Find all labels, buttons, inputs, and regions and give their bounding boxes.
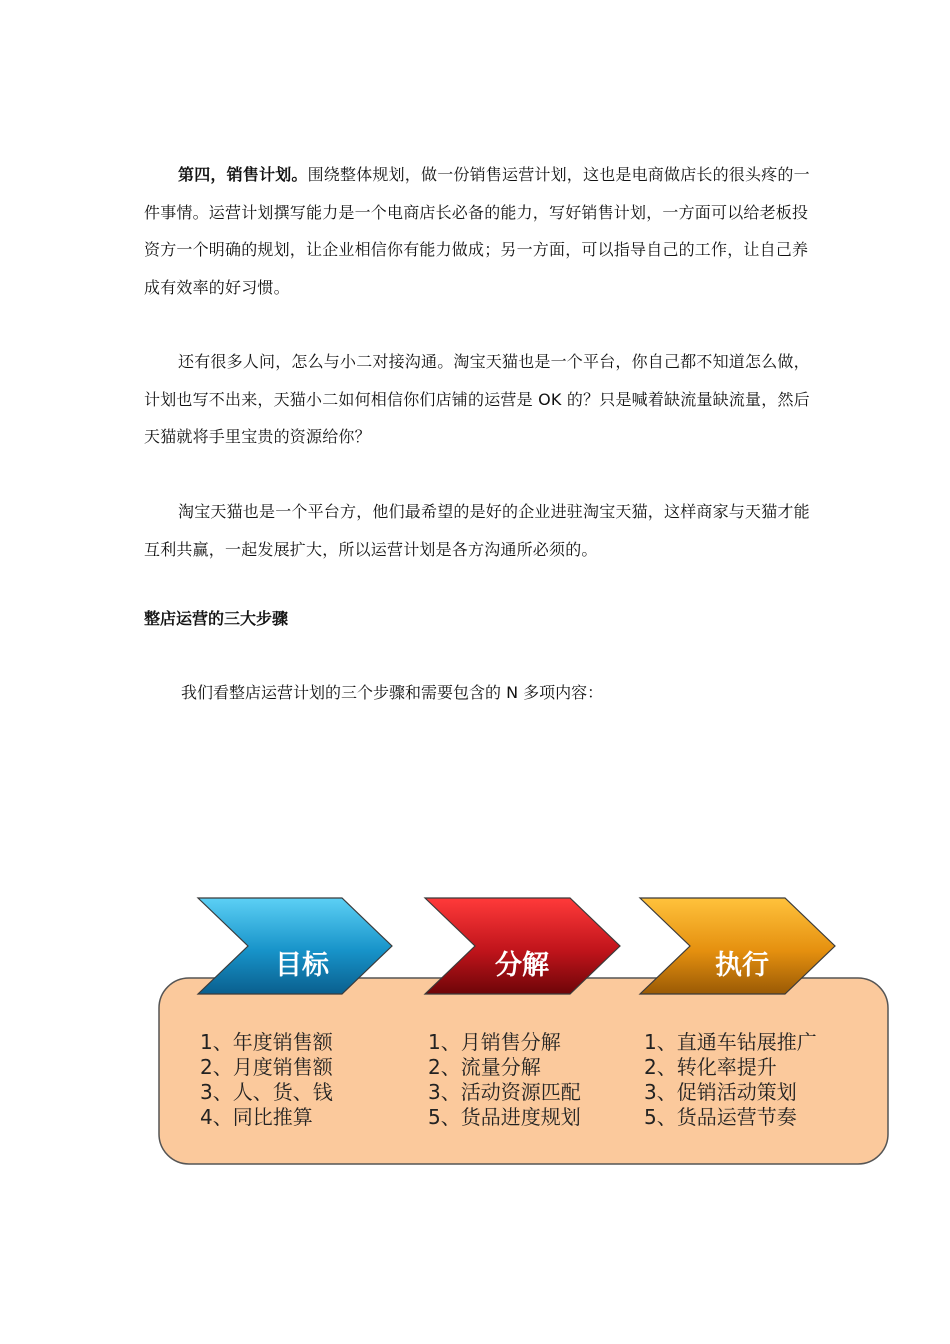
- list-item: 1、月销售分解: [428, 1030, 561, 1054]
- three-steps-diagram: [150, 890, 900, 1180]
- list-item: 1、直通车钻展推广: [644, 1030, 817, 1054]
- list-item: 2、月度销售额: [200, 1055, 333, 1079]
- paragraph-body: 围绕整体规划，做一份销售运营计划，这也是电商做店长的很头疼的一件事情。运营计划撰写能力是一个电商店长必备的能力，写好销售计划，一方面可以给老板投资方一个明确的规划，让企业相信你有能力做成；另一方面，可以指导自己的工作，让自己养成有效率的好习惯。: [144, 165, 810, 297]
- list-item: 2、流量分解: [428, 1055, 541, 1079]
- paragraph-sales-plan: [144, 156, 812, 306]
- list-item: 2、转化率提升: [644, 1055, 777, 1079]
- list-item: 5、货品运营节奏: [644, 1105, 797, 1129]
- execute-items: [644, 1030, 817, 1130]
- list-item: 4、同比推算: [200, 1105, 313, 1129]
- list-item: 3、活动资源匹配: [428, 1080, 581, 1104]
- paragraph-lead-bold: 第四，销售计划。: [178, 165, 308, 184]
- paragraph-communication: 还有很多人问，怎么与小二对接沟通。淘宝天猫也是一个平台，你自己都不知道怎么做，计划也写不出来，天猫小二如何相信你们店铺的运营是 OK 的？只是喊着缺流量缺流量，然后天猫就将手里宝贵的资源给你？: [144, 352, 810, 446]
- intro-text: 我们看整店运营计划的三个步骤和需要包含的 N 多项内容：: [181, 683, 604, 702]
- step-label-breakdown: 分解: [495, 950, 549, 981]
- list-item: 3、人、货、钱: [200, 1080, 333, 1104]
- list-item: 3、促销活动策划: [644, 1080, 797, 1104]
- list-item: 1、年度销售额: [200, 1030, 333, 1054]
- step-label-goal: 目标: [275, 950, 329, 981]
- paragraph-platform: 淘宝天猫也是一个平台方，他们最希望的是好的企业进驻淘宝天猫，这样商家与天猫才能互利共赢，一起发展扩大，所以运营计划是各方沟通所必须的。: [144, 502, 810, 559]
- goal-items: [200, 1030, 333, 1130]
- breakdown-items: [428, 1030, 581, 1130]
- section-heading: 整店运营的三大步骤: [144, 609, 289, 628]
- step-label-execute: 执行: [715, 950, 769, 981]
- list-item: 5、货品进度规划: [428, 1105, 581, 1129]
